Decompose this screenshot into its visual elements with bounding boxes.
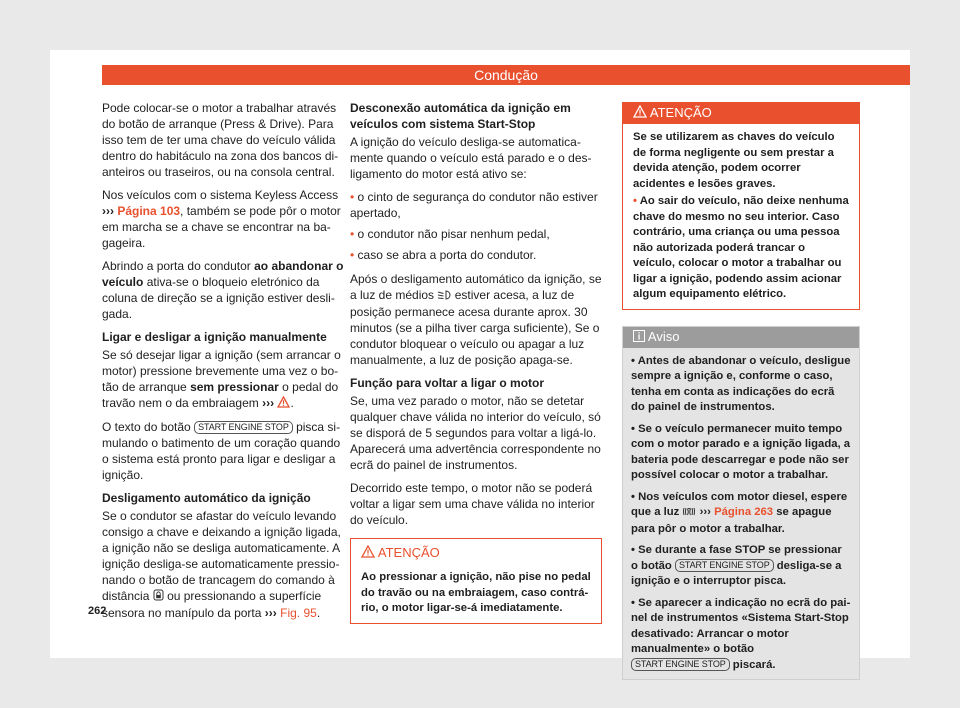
warning-box xyxy=(350,538,602,624)
paragraph-position-light xyxy=(350,271,602,368)
warning-triangle-icon xyxy=(361,545,375,562)
auto-off-text-mid: ou pressionando a superfície sensora no manípulo da porta xyxy=(102,589,322,620)
ref-arrow: ››› xyxy=(262,396,275,410)
start-engine-stop-key: START ENGINE STOP xyxy=(675,559,774,572)
warning-title: ATENÇÃO xyxy=(377,545,440,560)
warning-triangle-icon[interactable] xyxy=(277,396,290,412)
note-text: Antes de abandonar o veículo, desligue sempre a ignição e, conforme o caso, tenha em conta as indicações do ecrã do painel de instrumentos. xyxy=(631,354,851,413)
manual-text: Se só desejar ligar a ignição (sem arrancar o motor) pressione brevemente uma vez o botão de arranque xyxy=(102,348,341,394)
ref-arrow: ››› xyxy=(264,606,277,620)
paragraph-keyless xyxy=(102,187,348,251)
glow-plug-icon xyxy=(682,506,696,522)
info-icon xyxy=(633,328,645,348)
auto-off-text: Se o condutor se afastar do veículo levando consigo a chave e deixando a ignição ligada, a ignição não se desliga automaticamente. A ignição desliga-se automaticamente pressionando o botão de trancagem do comando à distância xyxy=(102,509,341,603)
figure-ref-link[interactable]: Fig. 95 xyxy=(280,606,317,620)
note-item: • Se aparecer a indicação no ecrã do painel de instrumentos «Sistema Start-Stop desativado: Arrancar o motor manualmente» o botão START ENGINE STOP piscará. xyxy=(631,596,851,671)
bullet-text: o condutor não pisar nenhum pedal, xyxy=(357,227,550,241)
list-item xyxy=(350,226,602,242)
section-header xyxy=(102,65,910,85)
bullet-dot: • xyxy=(350,190,355,204)
note-text: Se durante a fase STOP se pressionar o botão xyxy=(631,544,842,572)
warning-title: ATENÇÃO xyxy=(649,105,712,120)
note-box xyxy=(622,326,860,681)
list-item xyxy=(350,189,602,221)
lock-key-icon xyxy=(153,589,164,605)
manual-page xyxy=(50,50,910,671)
note-item: • Nos veículos com motor diesel, espere que a luz ››› Página 263 se apague para pôr o motor a trabalhar. xyxy=(631,490,848,535)
paragraph-button-text xyxy=(102,419,348,483)
warning-body xyxy=(623,124,859,309)
warning-paragraph: Se se utilizarem as chaves do veículo de forma negligente ou sem prestar a devida atenção, podem ocorrer acidentes e lesões graves. xyxy=(633,131,835,190)
ref-arrow: ››› xyxy=(699,506,711,518)
page-ref-link[interactable]: Página 263 xyxy=(714,506,774,518)
note-item: • Se durante a fase STOP se pressionar o botão START ENGINE STOP desliga-se a ignição e o interruptor pisca. xyxy=(631,544,842,587)
paragraph-start-stop: A ignição do veículo desliga-se automaticamente quando o veículo está parado e o desligamento do motor está ativo se: xyxy=(350,135,592,181)
bullet-dot: • xyxy=(633,195,637,207)
warning-header xyxy=(351,539,601,564)
position-light-text-end: estiver acesa, a luz de posição permanece acesa durante aprox. 30 minutos (se a pilha tiver carga suficiente), Se o condutor bloquear o veículo ou apagar a luz manualmente, a luz de posição apaga-se. xyxy=(350,288,600,367)
note-text: Se aparecer a indicação no ecrã do painel de instrumentos «Sistema Start-Stop desativado: Arrancar o motor manualmente» o botão xyxy=(631,596,851,655)
paragraph-door xyxy=(102,258,348,322)
warning-paragraph xyxy=(633,194,849,303)
note-body xyxy=(623,348,859,680)
note-text: piscará. xyxy=(732,658,776,671)
page-ref-link[interactable]: Página 103 xyxy=(117,204,181,218)
warning-text: Ao pressionar a ignição, não pise no pedal do travão ou na embraiagem, caso contrário, o motor ligar-se-á imediatamente. xyxy=(361,571,591,614)
door-text-end: ativa-se o bloqueio eletrónico da coluna de direção se a ignição estiver desligada. xyxy=(102,275,335,321)
door-bold: ao abandonar o veículo xyxy=(102,259,344,289)
column-1 xyxy=(102,100,348,628)
bullet-dot: • xyxy=(350,248,355,262)
note-text: Se o veículo permanecer muito tempo com o motor parado e a ignição ligada, a bateria pode descarregar e pode não ser possível colocar o motor a trabalhar. xyxy=(631,422,851,481)
page-number: 262 xyxy=(88,605,107,617)
heading-manual-ignition: Ligar e desligar a ignição manualmente xyxy=(102,330,327,344)
list-item xyxy=(350,247,602,263)
start-engine-stop-key: START ENGINE STOP xyxy=(631,658,730,671)
ref-arrow: ››› xyxy=(102,204,114,218)
note-header xyxy=(623,327,859,348)
keyless-text-end: , também se pode pôr o motor em marcha se a chave se encontrar na bagageira. xyxy=(102,204,341,250)
column-3 xyxy=(622,102,860,680)
start-engine-stop-key: START ENGINE STOP xyxy=(194,421,293,434)
bullet-text: caso se abra a porta do condutor. xyxy=(357,248,537,262)
position-light-text: Após o desligamento automático da ignição, se a luz de médios xyxy=(350,272,602,302)
warning-header xyxy=(623,103,859,124)
note-item: • Se o veículo permanecer muito tempo com o motor parado e a ignição ligada, a bateria pode descarregar e pode não ser possível colocar o motor a trabalhar. xyxy=(631,422,851,481)
manual-text-end: o pedal do travão nem o da embraiagem xyxy=(102,380,339,410)
note-text: desliga-se a ignição e o interruptor pisca. xyxy=(631,559,842,587)
bullet-text: o cinto de segurança do condutor não estiver apertado, xyxy=(350,190,598,220)
manual-bold: sem pressionar xyxy=(190,380,279,394)
warning-bullet-text: Ao sair do veículo, não deixe nenhuma chave do mesmo no seu interior. Caso contrário, uma criança ou uma pessoa não autorizada poderá trancar o veículo, colocar o motor a trabalhar ou ligar a ignição, podendo assim acionar algum equipamento elétrico. xyxy=(633,195,849,300)
heading-restart: Função para voltar a ligar o motor xyxy=(350,376,545,390)
paragraph-intro: Pode colocar-se o motor a trabalhar através do botão de arranque (Press & Drive). Para isso tem de ter uma chave do veículo válida dentro do habitáculo na zona dos bancos dianteiros ou traseiros, ou na consola central. xyxy=(102,101,339,179)
note-text: Nos veículos com motor diesel, espere que a luz xyxy=(631,490,848,518)
column-2 xyxy=(350,100,602,624)
warning-triangle-icon xyxy=(633,104,647,124)
low-beam-icon xyxy=(437,288,451,304)
paragraph-auto-off xyxy=(102,508,348,621)
door-text: Abrindo a porta do condutor xyxy=(102,259,251,273)
section-title: Condução xyxy=(474,67,538,83)
note-item: • Antes de abandonar o veículo, desligue sempre a ignição e, conforme o caso, tenha em conta as indicações do ecrã do painel de instrumentos. xyxy=(631,354,851,413)
heading-auto-off: Desligamento automático da ignição xyxy=(102,491,311,505)
warning-box xyxy=(622,102,860,310)
paragraph-restart-2: Decorrido este tempo, o motor não se poderá voltar a ligar sem uma chave válida no interior do veículo. xyxy=(350,481,595,527)
button-text-end: pisca simulando o batimento de um coração quando o sistema está pronto para ligar e desligar a ignição. xyxy=(102,420,341,482)
note-title: Aviso xyxy=(647,328,680,344)
paragraph-manual-ignition: Se só desejar ligar a ignição (sem arrancar o motor) pressione brevemente uma vez o botão de arranque sem pressionar o pedal do travão nem o da embraiagem ››› . xyxy=(102,348,341,410)
keyless-text: Nos veículos com o sistema Keyless Access xyxy=(102,188,339,202)
auto-off-end: . xyxy=(316,606,321,620)
paragraph-restart: Se, uma vez parado o motor, não se detetar qualquer chave válida no interior do veículo, só se disporá de 5 segundos para voltar a ligá-lo. Aparecerá uma advertência correspondente no ecrã do painel de instrumentos. xyxy=(350,394,601,472)
button-text: O texto do botão xyxy=(102,420,191,434)
bullet-dot: • xyxy=(350,227,355,241)
heading-start-stop: Desconexão automática da ignição em veículos com sistema Start-Stop xyxy=(350,101,571,131)
note-text: se apague para pôr o motor a trabalhar. xyxy=(631,506,832,535)
